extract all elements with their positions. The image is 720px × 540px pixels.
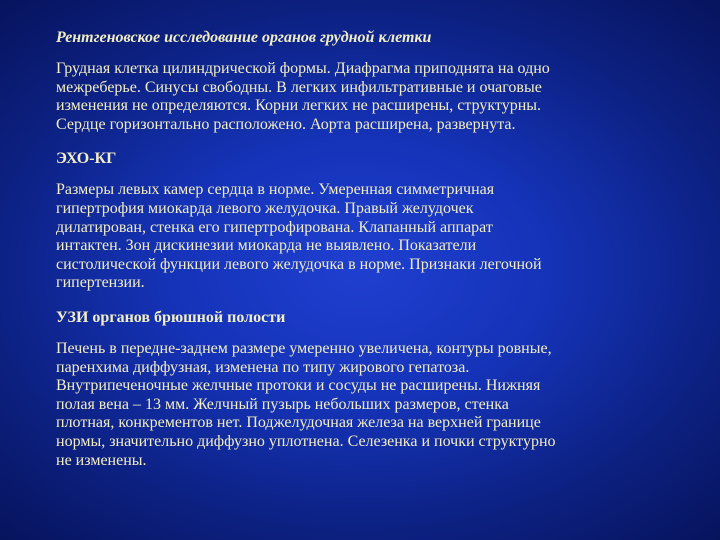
echo-title: ЭХО-КГ: [56, 150, 117, 168]
echo-line: гипертрофия миокарда левого желудочка. Правый желудочек: [56, 199, 474, 217]
echo-section: [56, 149, 680, 293]
echo-text: [56, 181, 680, 293]
ultrasound-text: [56, 340, 680, 470]
xray-line: межреберье. Синусы свободны. В легких инфильтративные и очаговые: [56, 78, 542, 96]
xray-line: Грудная клетка цилиндрической формы. Диафрагма приподнята на одно: [56, 60, 550, 77]
xray-line: Сердце горизонтально расположено. Аорта расширена, развернута.: [56, 115, 516, 133]
echo-line: интактен. Зон дискинезии миокарда не выявлено. Показатели: [56, 237, 477, 255]
ultrasound-section: [56, 308, 680, 470]
echo-line: гипертензии.: [56, 274, 145, 292]
ultrasound-line: паренхима диффузная, изменена по типу жирового гепатоза.: [56, 358, 470, 376]
ultrasound-title: УЗИ органов брюшной полости: [56, 308, 286, 326]
ultrasound-line: нормы, значительно диффузно уплотнена. Селезенка и почки структурно: [56, 432, 556, 450]
xray-title: Рентгеновское исследование органов грудной клетки: [56, 29, 432, 46]
echo-line: дилатирован, стенка его гипертрофирована. Клапанный аппарат: [56, 218, 493, 236]
xray-line: изменения не определяются. Корни легких не расширены, структурны.: [56, 97, 542, 115]
ultrasound-line: Внутрипеченочные желчные протоки и сосуды не расширены. Нижняя: [56, 377, 541, 395]
echo-line: Размеры левых камер сердца в норме. Умеренная симметричная: [56, 181, 495, 199]
xray-text: [56, 60, 680, 134]
xray-section: [56, 28, 680, 134]
ultrasound-line: плотная, конкрементов нет. Поджелудочная железа на верхней границе: [56, 414, 541, 432]
ultrasound-line: полая вена – 13 мм. Желчный пузырь небольших размеров, стенка: [56, 395, 509, 413]
echo-line: систолической функции левого желудочка в норме. Признаки легочной: [56, 255, 542, 273]
ultrasound-line: Печень в передне-заднем размере умеренно увеличена, контуры ровные,: [56, 339, 552, 357]
ultrasound-line: не изменены.: [56, 451, 147, 469]
